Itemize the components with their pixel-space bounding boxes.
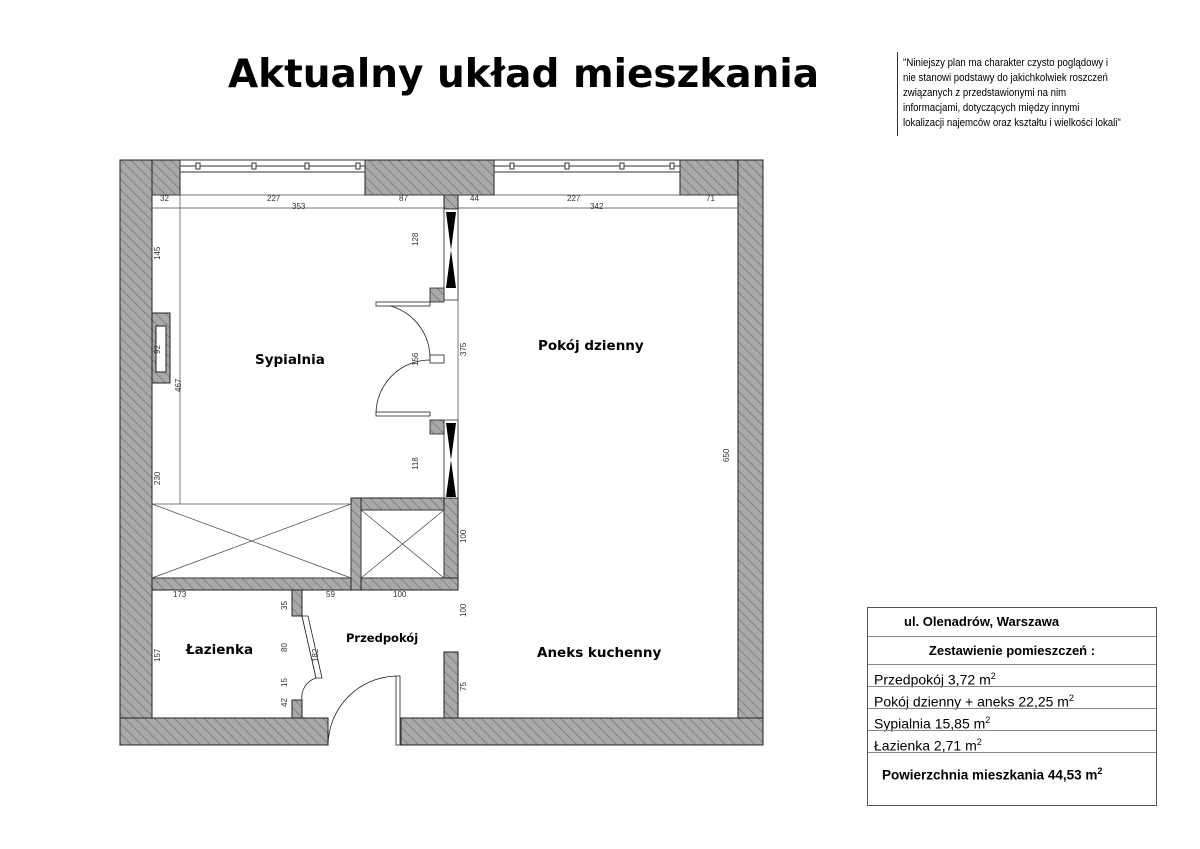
wall-bathroom-top	[292, 590, 302, 616]
wall-wardrobe-top	[351, 498, 444, 510]
dim-top-a: 32	[160, 194, 169, 203]
dimension-labels	[153, 194, 731, 707]
legend-item: Łazienka 2,71 $m^2$	[868, 730, 1156, 752]
room-label-sypialnia: Sypialnia	[255, 352, 325, 368]
dim-h-59: 59	[326, 590, 335, 599]
dim-span-right: 342	[590, 202, 604, 211]
dim-span-left: 353	[292, 202, 306, 211]
legend-item: Przedpokój 3,72 $m^2$	[868, 664, 1156, 686]
wall-partition-mid	[444, 498, 458, 578]
legend-item: Sypialnia 15,85 $m^2$	[868, 708, 1156, 730]
disclaimer-text: "Niniejszy plan ma charakter czysto poglądowy i nie stanowi podstawy do jakichkolwiek roszczeń związanych z przedstawionymi na nim informacjami, dotyczących między innymi lokalizacji najemców oraz kształtu i wielkości lokali"	[903, 57, 1121, 129]
wall-partition-top	[444, 195, 458, 209]
dim-v-650: 650	[722, 448, 731, 462]
wall-top-middle	[365, 160, 494, 195]
dim-top-f: 71	[706, 194, 715, 203]
wall-bottom-right	[401, 718, 763, 745]
dim-v-157: 157	[153, 648, 162, 662]
room-label-aneks: Aneks kuchenny	[537, 645, 662, 661]
dim-v-75: 75	[459, 682, 468, 691]
wall-wardrobe-left	[351, 498, 361, 590]
dim-v-42: 42	[280, 698, 289, 707]
dim-h-100: 100	[393, 590, 407, 599]
legend-heading: Zestawienie pomieszczeń :	[868, 636, 1156, 664]
partition-columns	[430, 209, 458, 498]
dim-v-35: 35	[280, 601, 289, 610]
dim-top-d: 44	[470, 194, 479, 203]
legend-address: ul. Olenadrów, Warszawa	[904, 614, 1060, 629]
room-summary-table	[867, 607, 1157, 806]
dim-v-100b: 100	[459, 603, 468, 617]
dim-v-182: 182	[311, 648, 320, 662]
door-bedroom-lower	[376, 360, 430, 414]
room-label-przedpokoj: Przedpokój	[346, 631, 419, 645]
dim-v-467: 467	[174, 378, 183, 392]
wall-bottom-left	[120, 718, 328, 745]
door-bedroom-upper	[376, 304, 430, 358]
dim-v-145: 145	[153, 246, 162, 260]
legend-total: Powierzchnia mieszkania 44,53 $m^2$	[868, 752, 1156, 806]
doors	[302, 302, 430, 745]
wall-right	[738, 160, 763, 745]
dim-v-128: 128	[411, 232, 420, 246]
dim-v-15: 15	[280, 678, 289, 687]
dim-top-e: 227	[567, 194, 581, 203]
dim-v-100a: 100	[459, 529, 468, 543]
dim-v-118: 118	[411, 457, 420, 470]
legend-item: Pokój dzienny + aneks 22,25 $m^2$	[868, 686, 1156, 708]
page-title: Aktualny układ mieszkania	[228, 52, 820, 97]
dim-top-c: 87	[399, 194, 408, 203]
wall-horizontal	[152, 578, 458, 590]
wall-left	[120, 160, 152, 745]
dim-v-156: 156	[411, 352, 420, 366]
room-label-lazienka: Łazienka	[186, 642, 254, 658]
dim-v-80: 80	[280, 643, 289, 652]
dim-v-230: 230	[153, 471, 162, 485]
dim-v-375: 375	[459, 342, 468, 356]
dim-h-173: 173	[173, 590, 187, 599]
room-label-pokoj-dzienny: Pokój dzienny	[538, 338, 644, 354]
door-entrance	[328, 676, 396, 745]
dim-v-92: 92	[153, 345, 162, 354]
wall-partition-bottom	[444, 652, 458, 718]
dim-top-b: 227	[267, 194, 281, 203]
wall-bathroom-bottom	[292, 700, 302, 718]
